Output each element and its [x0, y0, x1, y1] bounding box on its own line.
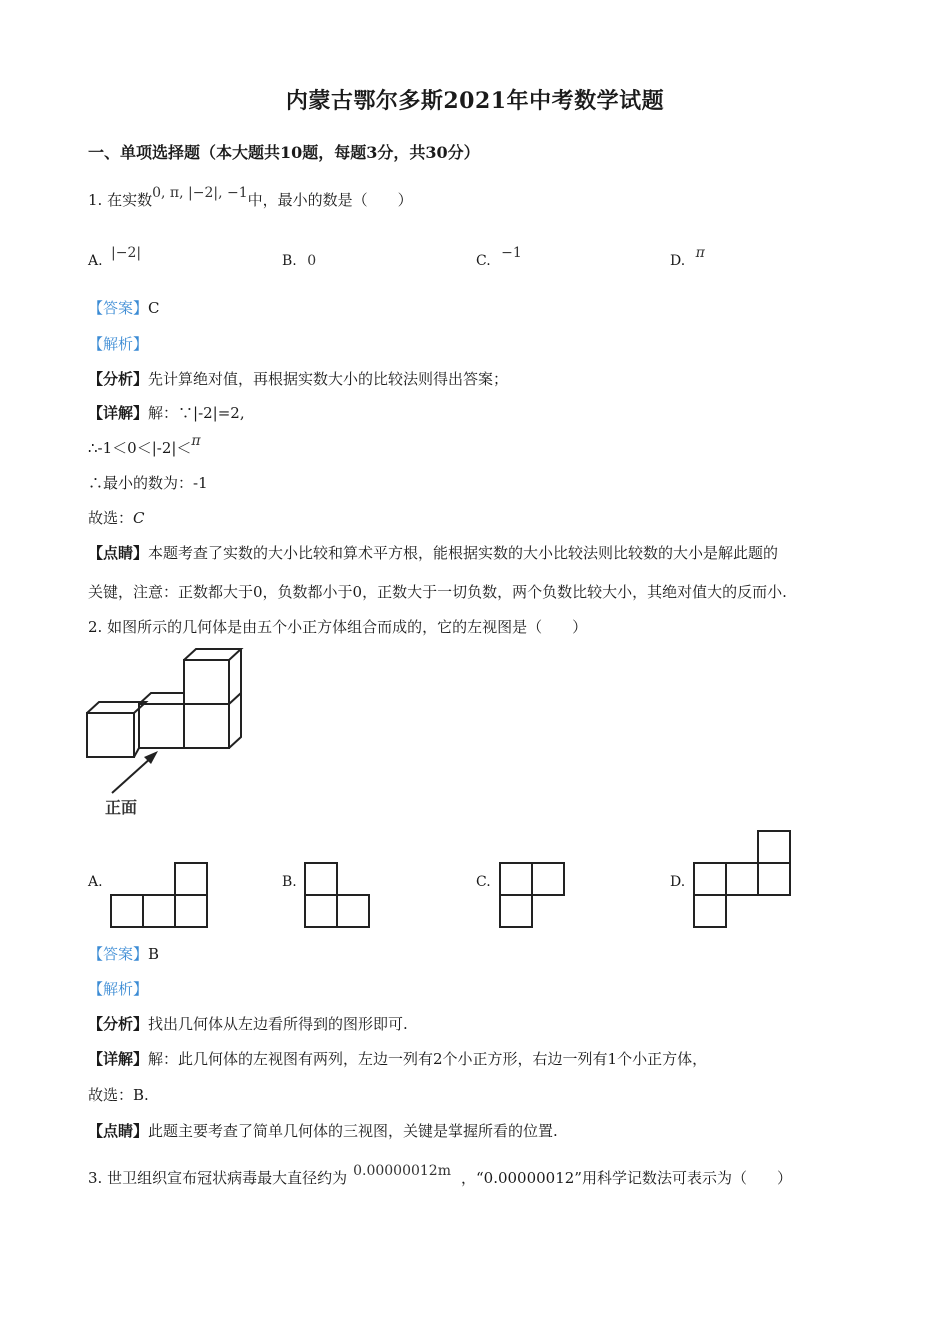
- section-heading: 一、单项选择题（本大题共10题，每题3分，共30分）: [88, 143, 480, 162]
- q2-dianjing-text: 此题主要考查了简单几何体的三视图，关键是掌握所看的位置.: [148, 1122, 558, 1140]
- q1-choose-value: C: [133, 509, 145, 527]
- q2-option-b-figure: [304, 861, 374, 929]
- q1-math: 0, π, |−2|, −1: [152, 185, 248, 201]
- q1-step-2: ∴最小的数为：-1: [88, 474, 208, 492]
- q1-option-d: [670, 245, 705, 269]
- q3-math: 0.00000012m: [353, 1163, 451, 1179]
- q1-analysis-tag: 【解析】: [88, 335, 149, 353]
- page-title: 内蒙古鄂尔多斯2021年中考数学试题: [285, 88, 665, 114]
- q1-option-c: [476, 245, 522, 269]
- q1-option-a-value: |−2|: [111, 245, 142, 261]
- q1-fenxi-text: 先计算绝对值，再根据实数大小的比较法则得出答案；: [148, 370, 509, 388]
- q1-option-b: [282, 253, 316, 269]
- q1-answer-tag: 【答案】: [88, 299, 149, 317]
- question-1: [88, 185, 413, 211]
- q2-xiangjie: [88, 1049, 707, 1069]
- q2-fenxi: [88, 1014, 408, 1034]
- q1-option-d-value: π: [695, 245, 705, 261]
- q2-dianjing-tag: 【点睛】: [88, 1122, 149, 1140]
- q1-step-1: [88, 433, 201, 459]
- q1-step-1-math: π: [191, 433, 201, 449]
- q1-option-d-label: D.: [670, 253, 686, 269]
- q2-choose: 故选：B.: [88, 1086, 149, 1104]
- q2-answer-value: B: [148, 945, 160, 963]
- question-3: [88, 1163, 792, 1189]
- q2-analysis-tag: 【解析】: [88, 980, 149, 998]
- q1-option-b-label: B.: [282, 253, 297, 269]
- q2-dianjing: [88, 1121, 558, 1141]
- q1-dianjing-tag: 【点睛】: [88, 544, 149, 562]
- q1-step-1-text: ∴-1＜0＜|-2|＜: [88, 439, 192, 457]
- q1-prefix: 1. 在实数: [88, 191, 153, 209]
- q2-option-c-figure: [499, 861, 569, 929]
- q2-option-c-label: C.: [476, 874, 491, 890]
- q1-choose-label: 故选：: [88, 509, 134, 527]
- q1-dianjing-text-1: 本题考查了实数的大小比较和算术平方根，能根据实数的大小比较法则比较数的大小是解此题的: [148, 544, 779, 562]
- q3-suffix: ，“0.00000012”用科学记数法可表示为（ ）: [460, 1169, 792, 1187]
- q1-dianjing-2: 关键，注意：正数都大于0，负数都小于0，正数大于一切负数，两个负数比较大小，其绝对值大的反而小.: [88, 583, 787, 601]
- q1-option-c-value: −1: [501, 245, 522, 261]
- q2-answer-tag: 【答案】: [88, 945, 149, 963]
- q2-fenxi-tag: 【分析】: [88, 1015, 149, 1033]
- figure-label: 正面: [105, 798, 138, 817]
- q1-option-a-label: A.: [88, 253, 103, 269]
- q2-answer: [88, 944, 159, 964]
- q1-xiangjie-tag: 【详解】: [88, 404, 149, 422]
- q1-answer-value: C: [148, 299, 160, 317]
- question-2: 2. 如图所示的几何体是由五个小正方体组合而成的，它的左视图是（ ）: [88, 618, 588, 636]
- q1-xiangjie-text: 解：∵|-2|=2,: [148, 404, 245, 422]
- q2-option-d-label: D.: [670, 874, 686, 890]
- q2-xiangjie-tag: 【详解】: [88, 1050, 149, 1068]
- q1-choose: [88, 508, 145, 528]
- q1-dianjing-1: [88, 543, 778, 563]
- q1-suffix: 中，最小的数是（ ）: [247, 191, 413, 209]
- q2-xiangjie-text: 解：此几何体的左视图有两列，左边一列有2个小正方形，右边一列有1个小正方体，: [148, 1050, 708, 1068]
- q1-option-a: [88, 245, 142, 269]
- q1-fenxi: [88, 369, 508, 389]
- q1-option-b-value: 0: [307, 253, 317, 269]
- q1-answer: [88, 298, 160, 318]
- q2-option-d-figure: [693, 829, 793, 929]
- q1-xiangjie: [88, 403, 245, 423]
- q2-option-b-label: B.: [282, 874, 297, 890]
- q2-option-a-label: A.: [88, 874, 103, 890]
- q1-option-c-label: C.: [476, 253, 491, 269]
- q1-fenxi-tag: 【分析】: [88, 370, 149, 388]
- q3-prefix: 3. 世卫组织宣布冠状病毒最大直径约为: [88, 1169, 348, 1187]
- q2-fenxi-text: 找出几何体从左边看所得到的图形即可.: [148, 1015, 408, 1033]
- q2-option-a-figure: [110, 861, 210, 929]
